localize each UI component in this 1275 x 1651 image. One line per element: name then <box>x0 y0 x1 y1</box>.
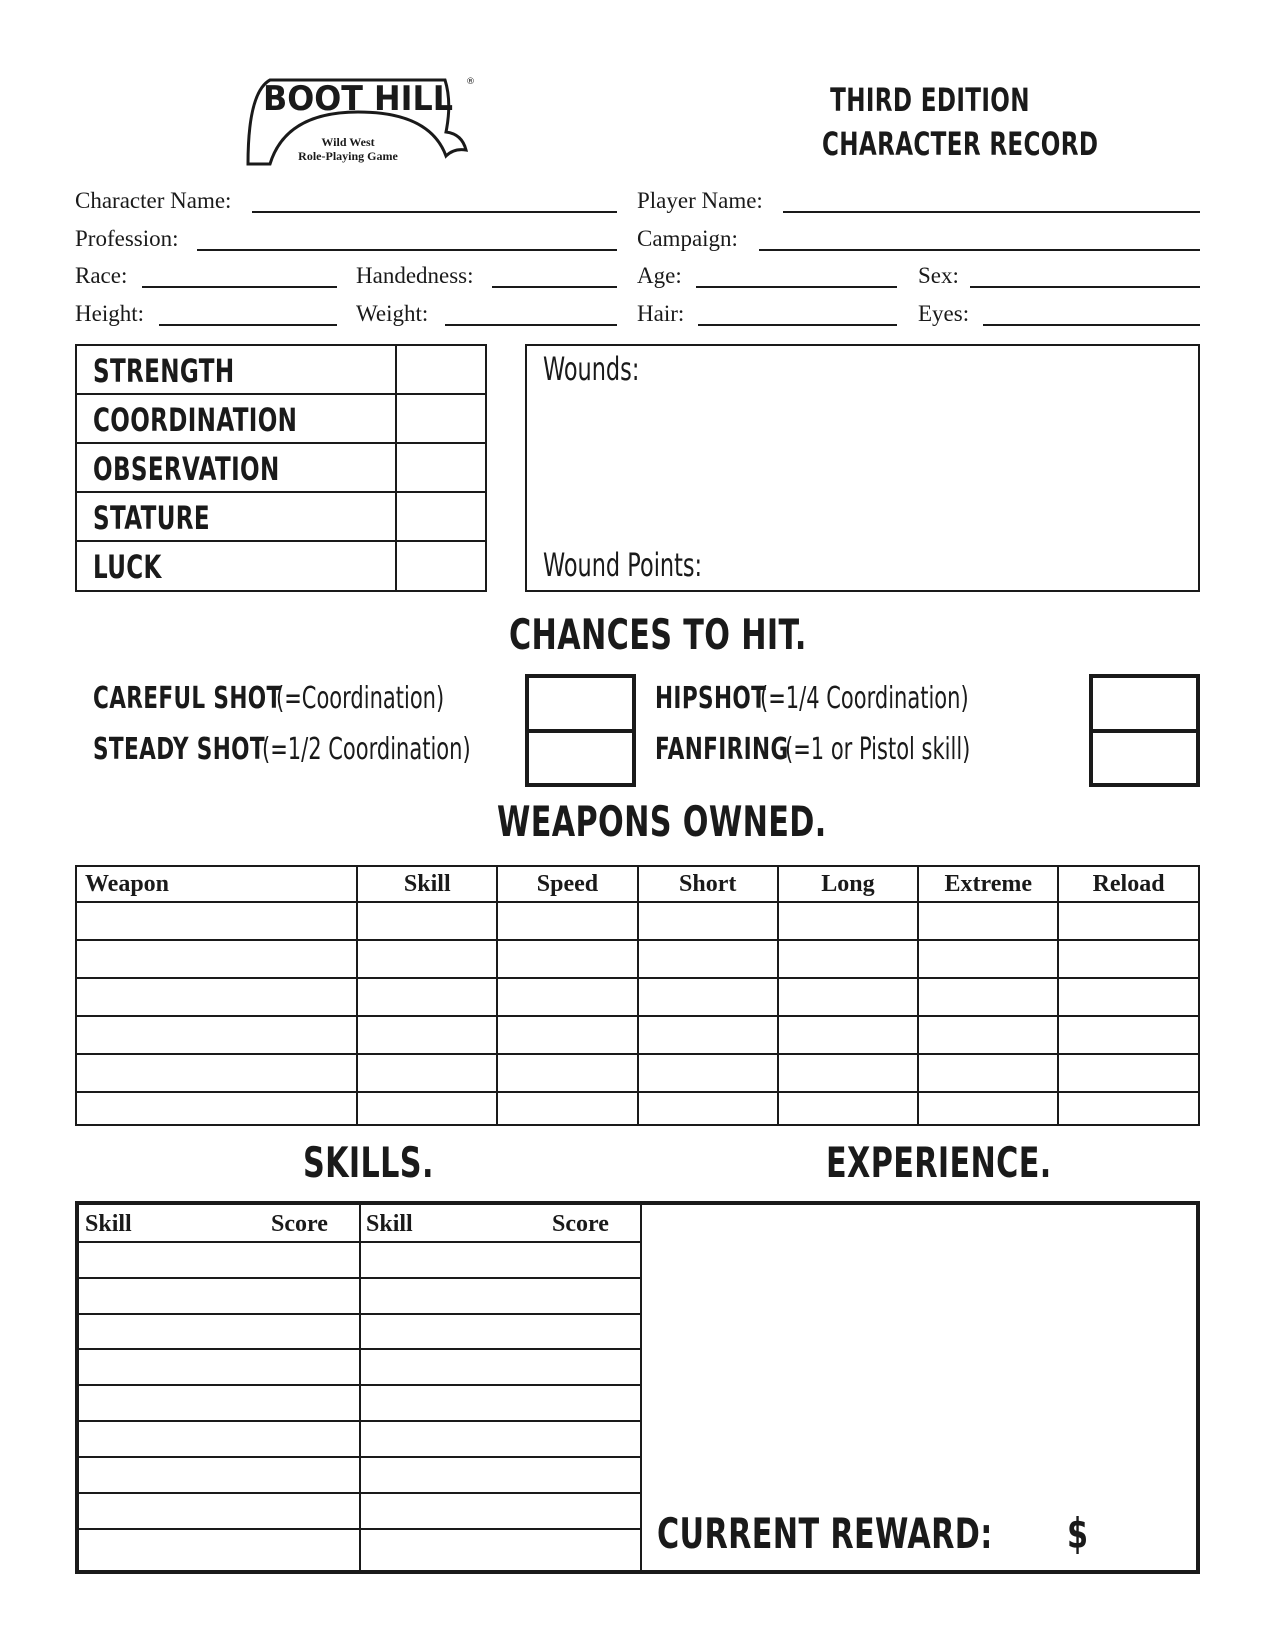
handedness-field[interactable] <box>492 286 617 288</box>
weapons-table-body <box>76 902 1199 1125</box>
skill-row-line[interactable] <box>361 1456 640 1458</box>
weapon-cell[interactable] <box>638 902 778 940</box>
weapon-cell[interactable] <box>1058 1054 1199 1092</box>
attribute-label: LUCK <box>93 548 162 586</box>
race-field[interactable] <box>142 286 337 288</box>
weapon-cell[interactable] <box>918 1092 1058 1125</box>
steady-shot-label: STEADY SHOT <box>93 732 265 767</box>
weapon-cell[interactable] <box>778 1054 919 1092</box>
weapon-cell[interactable] <box>1058 940 1199 978</box>
weapon-cell[interactable] <box>1058 902 1199 940</box>
weapon-cell[interactable] <box>76 902 357 940</box>
skill-row-line[interactable] <box>79 1528 359 1530</box>
weapon-cell[interactable] <box>76 1092 357 1125</box>
weapon-cell[interactable] <box>357 1092 497 1125</box>
attribute-row-luck <box>77 542 485 591</box>
fanfiring-note: (=1 or Pistol skill) <box>785 732 971 767</box>
skill-row-line[interactable] <box>361 1420 640 1422</box>
skill-row-line[interactable] <box>361 1277 640 1279</box>
profession-label: Profession: <box>75 226 179 251</box>
attribute-row-coordination <box>77 395 485 444</box>
weapon-cell[interactable] <box>76 1054 357 1092</box>
weapon-row <box>76 940 1199 978</box>
skill-row-line[interactable] <box>361 1313 640 1315</box>
skill-row-line[interactable] <box>79 1313 359 1315</box>
hipshot-fanfiring-score-box[interactable] <box>1089 674 1200 787</box>
weapon-cell[interactable] <box>918 1054 1058 1092</box>
weapon-cell[interactable] <box>357 902 497 940</box>
weapon-cell[interactable] <box>497 1054 638 1092</box>
weapon-cell[interactable] <box>638 1016 778 1054</box>
steady-shot-note: (=1/2 Coordination) <box>262 732 471 767</box>
weapon-row <box>76 1054 1199 1092</box>
handedness-label: Handedness: <box>356 263 474 288</box>
weapon-cell[interactable] <box>1058 1092 1199 1125</box>
skills-column-divider <box>359 1205 361 1570</box>
skill-row-line[interactable] <box>361 1348 640 1350</box>
skill-row-line[interactable] <box>79 1241 359 1243</box>
weapon-cell[interactable] <box>357 1016 497 1054</box>
attribute-label: COORDINATION <box>93 401 298 439</box>
race-label: Race: <box>75 263 128 288</box>
attribute-label: STRENGTH <box>93 352 235 390</box>
skills-col2-score-header: Score <box>552 1211 609 1237</box>
score-box-divider <box>1093 729 1196 733</box>
height-field[interactable] <box>159 324 337 326</box>
attribute-label: OBSERVATION <box>93 450 280 488</box>
campaign-field[interactable] <box>759 249 1200 251</box>
weapon-cell[interactable] <box>918 978 1058 1016</box>
age-label: Age: <box>637 263 682 288</box>
weapon-cell[interactable] <box>638 1092 778 1125</box>
sheet-header <box>780 78 1099 166</box>
column-header-speed: Speed <box>497 866 638 902</box>
weapon-row <box>76 1092 1199 1125</box>
weapon-cell[interactable] <box>1058 978 1199 1016</box>
hipshot-label: HIPSHOT <box>655 681 767 716</box>
logo-tagline-1: Wild West <box>321 135 375 149</box>
column-header-extreme: Extreme <box>918 866 1058 902</box>
skill-row-line[interactable] <box>79 1456 359 1458</box>
height-label: Height: <box>75 301 144 326</box>
wounds-label: Wounds: <box>543 350 640 388</box>
careful-shot-note: (=Coordination) <box>276 681 445 716</box>
logo-tagline-2: Role-Playing Game <box>298 149 398 163</box>
weapon-cell[interactable] <box>638 978 778 1016</box>
age-field[interactable] <box>696 286 897 288</box>
weapons-header-row <box>76 866 1199 902</box>
careful-shot-label: CAREFUL SHOT <box>93 681 282 716</box>
skill-row-line[interactable] <box>361 1241 640 1243</box>
weapon-cell[interactable] <box>76 940 357 978</box>
weapon-cell[interactable] <box>778 1016 919 1054</box>
attribute-row-observation <box>77 444 485 493</box>
skill-row-line[interactable] <box>361 1492 640 1494</box>
logo-arch-graphic <box>240 72 475 172</box>
column-header-short: Short <box>638 866 778 902</box>
skills-col2-skill-header: Skill <box>366 1211 413 1237</box>
weapon-row <box>76 1016 1199 1054</box>
weapon-cell[interactable] <box>778 902 919 940</box>
column-header-reload: Reload <box>1058 866 1199 902</box>
weapon-cell[interactable] <box>778 978 919 1016</box>
hipshot-note: (=1/4 Coordination) <box>760 681 969 716</box>
hair-field[interactable] <box>698 324 897 326</box>
weapon-row <box>76 978 1199 1016</box>
chances-to-hit-title: CHANCES TO HIT. <box>509 610 807 659</box>
edition-label: THIRD EDITION <box>830 81 1030 119</box>
column-header-weapon: Weapon <box>76 866 357 902</box>
skills-col1-skill-header: Skill <box>85 1211 132 1237</box>
fanfiring-label: FANFIRING <box>655 732 789 767</box>
weapon-cell[interactable] <box>497 1092 638 1125</box>
weapon-cell[interactable] <box>497 978 638 1016</box>
skill-row-line[interactable] <box>79 1420 359 1422</box>
weapon-cell[interactable] <box>497 902 638 940</box>
skills-title: SKILLS. <box>303 1138 434 1187</box>
campaign-label: Campaign: <box>637 226 738 251</box>
eyes-label: Eyes: <box>918 301 970 326</box>
skill-row-line[interactable] <box>79 1492 359 1494</box>
sex-label: Sex: <box>918 263 959 288</box>
weapon-cell[interactable] <box>76 978 357 1016</box>
attribute-label: STATURE <box>93 499 210 537</box>
attribute-row-strength <box>77 346 485 395</box>
weapon-cell[interactable] <box>778 1092 919 1125</box>
skill-row-line[interactable] <box>79 1348 359 1350</box>
boot-hill-logo <box>240 72 475 172</box>
weapons-owned-title: WEAPONS OWNED. <box>497 797 827 846</box>
weapon-cell[interactable] <box>1058 1016 1199 1054</box>
current-reward-label: CURRENT REWARD: <box>657 1509 993 1558</box>
skills-col1-score-header: Score <box>271 1211 328 1237</box>
weapon-cell[interactable] <box>497 1016 638 1054</box>
careful-steady-score-box[interactable] <box>525 674 636 787</box>
sex-field[interactable] <box>970 286 1200 288</box>
profession-field[interactable] <box>197 249 617 251</box>
weapon-cell[interactable] <box>918 940 1058 978</box>
attribute-row-stature <box>77 493 485 542</box>
weapon-cell[interactable] <box>638 940 778 978</box>
weapon-cell[interactable] <box>638 1054 778 1092</box>
weapon-cell[interactable] <box>357 940 497 978</box>
weapon-cell[interactable] <box>778 940 919 978</box>
hair-label: Hair: <box>637 301 685 326</box>
weapon-cell[interactable] <box>76 1016 357 1054</box>
wounds-box[interactable] <box>525 344 1200 592</box>
character-name-label: Character Name: <box>75 188 232 213</box>
skills-experience-box <box>75 1201 1200 1574</box>
experience-title: EXPERIENCE. <box>826 1138 1052 1187</box>
column-header-skill: Skill <box>357 866 497 902</box>
column-header-long: Long <box>778 866 919 902</box>
skill-row-line[interactable] <box>361 1528 640 1530</box>
weapon-row <box>76 902 1199 940</box>
weight-label: Weight: <box>356 301 429 326</box>
dollar-sign: $ <box>1067 1509 1089 1558</box>
weapon-cell[interactable] <box>918 902 1058 940</box>
sheet-title: CHARACTER RECORD <box>822 125 1099 163</box>
weapon-cell[interactable] <box>357 1054 497 1092</box>
weapon-cell[interactable] <box>497 940 638 978</box>
weight-field[interactable] <box>445 324 617 326</box>
wound-points-label: Wound Points: <box>543 546 703 584</box>
skill-row-line[interactable] <box>361 1384 640 1386</box>
logo-wordmark: BOOT HILL <box>263 79 453 119</box>
attributes-table <box>75 344 487 592</box>
score-box-divider <box>529 729 632 733</box>
weapons-table <box>75 865 1200 1126</box>
skill-row-line[interactable] <box>79 1277 359 1279</box>
player-name-field[interactable] <box>783 211 1200 213</box>
weapon-cell[interactable] <box>357 978 497 1016</box>
character-name-field[interactable] <box>252 211 617 213</box>
skill-row-line[interactable] <box>79 1384 359 1386</box>
player-name-label: Player Name: <box>637 188 763 213</box>
registered-mark: ® <box>466 77 475 87</box>
eyes-field[interactable] <box>983 324 1200 326</box>
weapon-cell[interactable] <box>918 1016 1058 1054</box>
